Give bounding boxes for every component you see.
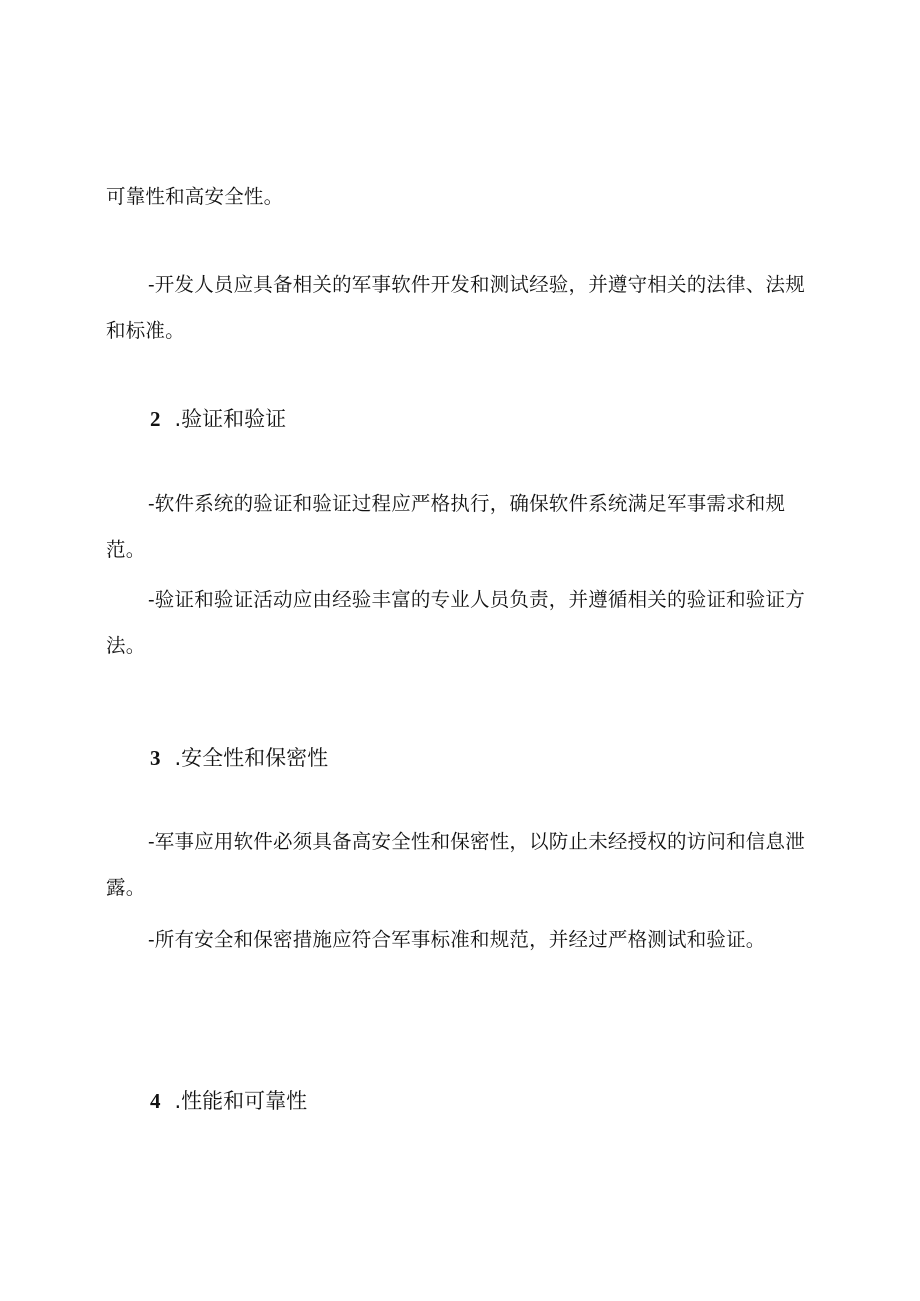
paragraph-verification-staff: -验证和验证活动应由经验丰富的专业人员负责，并遵循相关的验证和验证方法。 <box>106 588 805 657</box>
section-number: 2 <box>150 407 161 431</box>
section-title: .安全性和保密性 <box>174 746 329 770</box>
section-title: .验证和验证 <box>174 407 287 431</box>
section-heading-3 <box>150 743 328 773</box>
paragraph-security-requirement: -军事应用软件必须具备高安全性和保密性，以防止未经授权的访问和信息泄露。 <box>106 830 805 899</box>
paragraph-developer-experience: -开发人员应具备相关的军事软件开发和测试经验，并遵守相关的法律、法规和标准。 <box>106 273 805 342</box>
section-number: 3 <box>150 746 161 770</box>
paragraph-continuation: 可靠性和高安全性。 <box>106 185 284 208</box>
section-heading-4 <box>150 1086 307 1116</box>
section-heading-2 <box>150 404 286 434</box>
paragraph-security-measures: -所有安全和保密措施应符合军事标准和规范，并经过严格测试和验证。 <box>148 928 766 951</box>
paragraph-verification-process: -软件系统的验证和验证过程应严格执行，确保软件系统满足军事需求和规范。 <box>106 492 786 561</box>
section-title: .性能和可靠性 <box>174 1089 308 1113</box>
section-number: 4 <box>150 1089 161 1113</box>
